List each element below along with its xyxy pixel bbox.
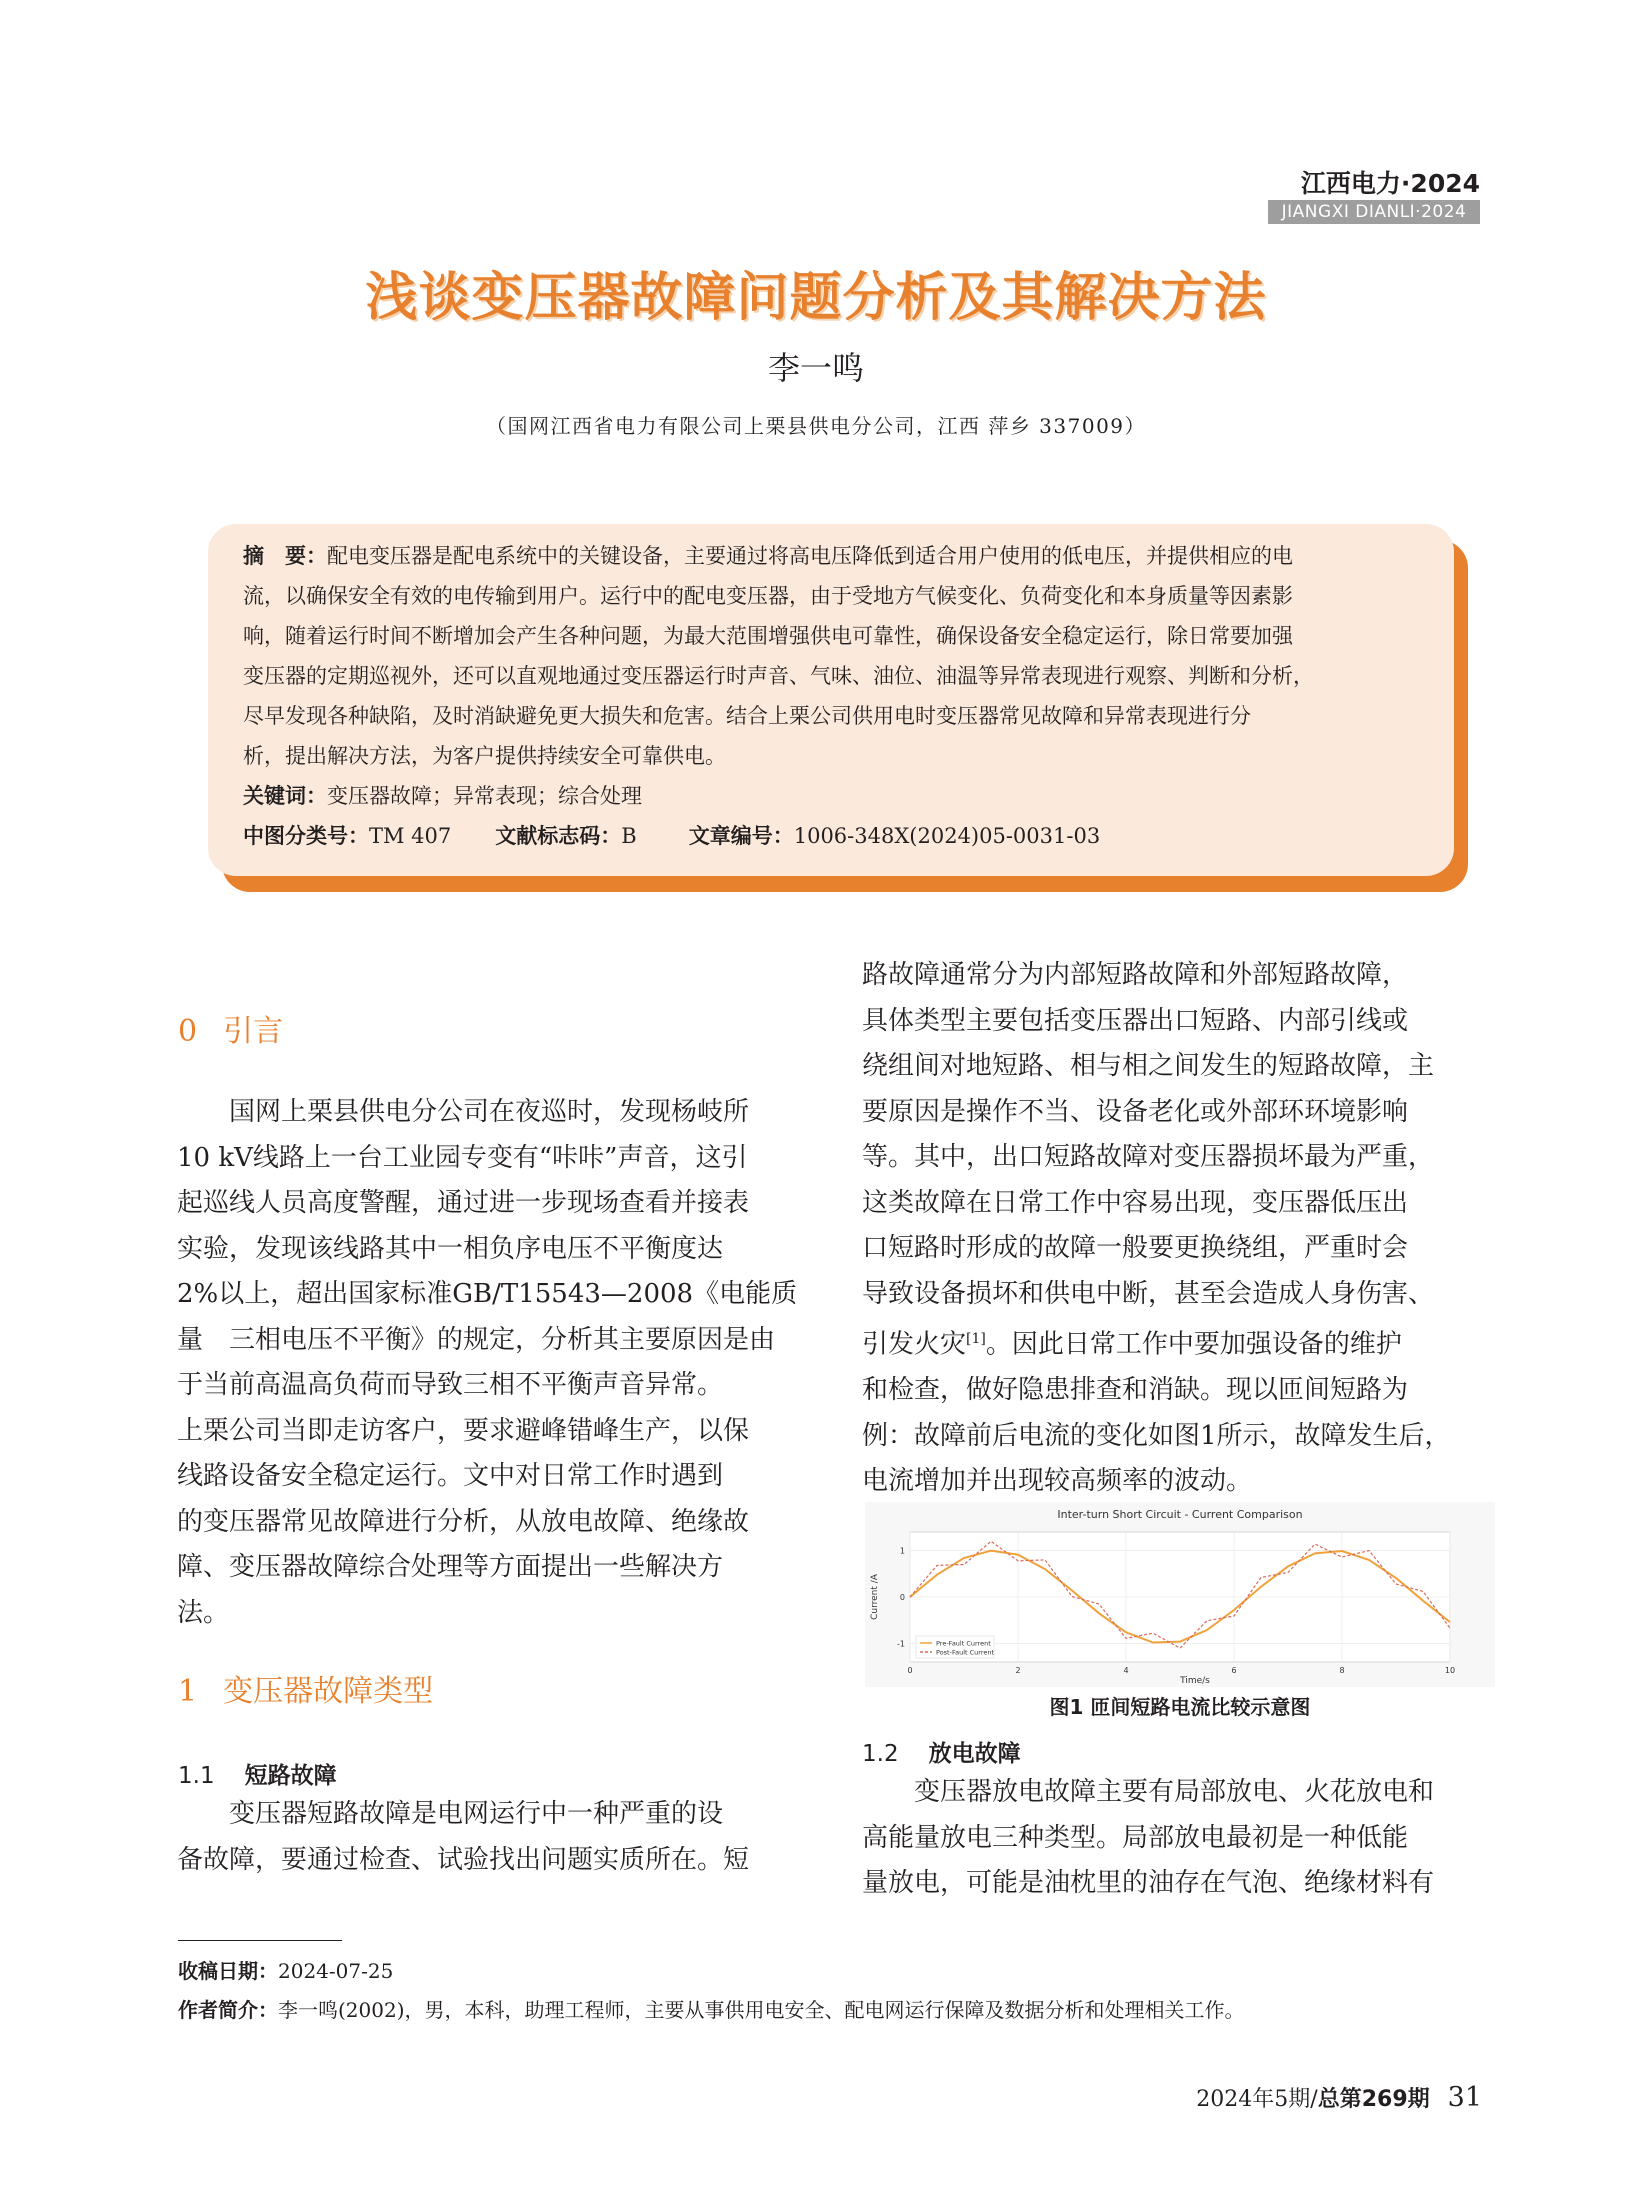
discharge-paragraph	[862, 1770, 1434, 1907]
section-title: 引言	[223, 1014, 284, 1049]
abstract-label: 摘 要：	[243, 544, 327, 568]
text-line: 电流增加并出现较高频率的波动。	[862, 1466, 1253, 1497]
abstract-line-5: 尽早发现各种缺陷，及时消缺避免更大损失和危害。结合上栗公司供用电时变压器常见故障和异常表现进行分	[243, 704, 1251, 728]
intro-paragraph	[177, 1090, 797, 1636]
figure-1-chart	[865, 1502, 1495, 1687]
text-line: 和检查，做好隐患排查和消缺。现以匝间短路为	[862, 1375, 1409, 1406]
author-bio	[178, 1994, 1245, 2023]
page-number: 31	[1447, 2082, 1482, 2113]
issue: 2024年5期/	[1196, 2087, 1318, 2112]
current-comparison-chart	[865, 1502, 1495, 1687]
footnote-rule	[178, 1940, 342, 1941]
affiliation: （国网江西省电力有限公司上栗县供电分公司，江西 萍乡 337009）	[485, 414, 1147, 438]
text-line: 起巡线人员高度警醒，通过进一步现场查看并接表	[177, 1188, 750, 1218]
author: 李一鸣	[767, 349, 864, 387]
abstract-line-3: 响，随着运行时间不断增加会产生各种问题，为最大范围增强供电可靠性，确保设备安全稳定运行，除日常要加强	[243, 624, 1293, 648]
total-issue: 总第269期	[1317, 2087, 1430, 2112]
subsection-heading-1-1	[178, 1757, 337, 1790]
short-circuit-paragraph	[177, 1792, 749, 1883]
abstract	[243, 536, 1314, 856]
doc-code-label: 文献标志码：	[495, 824, 622, 848]
text-line: 变压器短路故障是电网运行中一种严重的设	[177, 1799, 724, 1829]
abstract-text: 配电变压器是配电系统中的关键设备，主要通过将高电压降低到适合用户使用的低电压，并提供相应的电	[327, 544, 1293, 568]
chart-xlabel: Time/s	[1180, 1676, 1210, 1686]
article-no-label: 文章编号：	[688, 824, 794, 848]
text-line: 绕组间对地短路、相与相之间发生的短路故障，主	[862, 1051, 1435, 1081]
y-tick-label: 1	[899, 1546, 905, 1556]
text-line: 具体类型主要包括变压器出口短路、内部引线或	[862, 1005, 1409, 1036]
section-heading-0	[178, 1006, 283, 1050]
text-line: 量放电，可能是油枕里的油存在气泡、绝缘材料有	[862, 1868, 1435, 1898]
doc-code: B	[621, 824, 637, 848]
bio-label: 作者简介：	[178, 1998, 278, 2022]
text-segment: 引发火灾	[862, 1329, 967, 1360]
page-footer	[1196, 2082, 1482, 2113]
x-tick-label: 2	[1015, 1666, 1021, 1675]
x-tick-label: 0	[907, 1666, 913, 1675]
text-line: 这类故障在日常工作中容易出现，变压器低压出	[862, 1187, 1409, 1218]
text-line: 的变压器常见故障进行分析，从放电故障、绝缘故	[177, 1506, 750, 1537]
text-line: 要原因是操作不当、设备老化或外部环环境影响	[862, 1096, 1409, 1127]
right-column-paragraph	[862, 953, 1451, 1505]
journal-name: 江西电力·2024	[1300, 169, 1480, 198]
text-line: 10 kV线路上一台工业园专变有“咔咔”声音，这引	[177, 1142, 748, 1173]
clc-label: 中图分类号：	[243, 824, 369, 848]
received-label: 收稿日期：	[178, 1959, 278, 1983]
text-line: 于当前高温高负荷而导致三相不平衡声音异常。	[177, 1370, 724, 1400]
text-line: 量 三相电压不平衡》的规定，分析其主要原因是由	[177, 1324, 776, 1355]
x-tick-label: 4	[1123, 1666, 1129, 1675]
subsection-number: 1.1	[178, 1763, 215, 1789]
text-line: 等。其中，出口短路故障对变压器损坏最为严重，	[862, 1142, 1435, 1172]
text-segment: 。因此日常工作中要加强设备的维护	[985, 1329, 1402, 1360]
legend-label: Post-Fault Current	[936, 1648, 995, 1657]
text-line: 例：故障前后电流的变化如图1所示，故障发生后，	[862, 1420, 1451, 1451]
clc: TM 407	[369, 824, 452, 848]
chart-title: Inter-turn Short Circuit - Current Comparison	[1057, 1508, 1303, 1521]
subsection-number: 1.2	[862, 1741, 899, 1767]
text-line: 实验，发现该线路其中一相负序电压不平衡度达	[177, 1233, 724, 1264]
journal-name-en: JIANGXI DIANLI·2024	[1268, 200, 1480, 224]
received-value: 2024-07-25	[278, 1959, 394, 1983]
text-line	[862, 1317, 1451, 1368]
abstract-line-2: 流，以确保安全有效的电传输到用户。运行中的配电变压器，由于受地方气候变化、负荷变化和本身质量等因素影	[243, 584, 1293, 608]
article-no: 1006-348X(2024)05-0031-03	[793, 824, 1101, 848]
y-tick-label: -1	[897, 1639, 905, 1649]
abstract-line-6: 析，提出解决方法，为客户提供持续安全可靠供电。	[243, 744, 726, 768]
text-line: 障、变压器故障综合处理等方面提出一些解决方	[177, 1552, 724, 1582]
legend-label: Pre-Fault Current	[936, 1639, 991, 1648]
bio-text: 李一鸣(2002)，男，本科，助理工程师，主要从事供用电安全、配电网运行保障及数据分析和处理相关工作。	[278, 1998, 1245, 2022]
x-tick-label: 10	[1444, 1666, 1456, 1675]
y-tick-label: 0	[899, 1593, 905, 1602]
text-line: 口短路时形成的故障一般要更换绕组，严重时会	[862, 1233, 1409, 1263]
keywords: 变压器故障；异常表现；综合处理	[327, 784, 642, 808]
text-line: 导致设备损坏和供电中断，甚至会造成人身伤害、	[862, 1278, 1435, 1309]
section-number: 0	[178, 1014, 198, 1049]
x-tick-label: 6	[1231, 1666, 1237, 1675]
subsection-title: 短路故障	[244, 1763, 337, 1789]
text-line: 变压器放电故障主要有局部放电、火花放电和	[862, 1777, 1435, 1807]
text-line: 高能量放电三种类型。局部放电最初是一种低能	[862, 1822, 1409, 1853]
citation-ref: [1]	[966, 1331, 986, 1347]
text-line: 2%以上，超出国家标准GB/T15543—2008《电能质	[177, 1279, 798, 1309]
abstract-line-4: 变压器的定期巡视外，还可以直观地通过变压器运行时声音、气味、油位、油温等异常表现进行观察、判断和分析，	[243, 664, 1314, 688]
section-number: 1	[178, 1674, 198, 1709]
keywords-line	[243, 776, 1314, 816]
text-line: 上栗公司当即走访客户，要求避峰错峰生产，以保	[177, 1415, 750, 1446]
classification-line	[243, 816, 1314, 856]
chart-ylabel: Current /A	[870, 1574, 880, 1620]
article-title: 浅谈变压器故障问题分析及其解决方法	[365, 268, 1267, 328]
subsection-heading-1-2	[862, 1735, 1021, 1768]
received-date	[178, 1955, 393, 1984]
section-heading-1	[178, 1666, 433, 1710]
text-line: 线路设备安全稳定运行。文中对日常工作时遇到	[177, 1461, 724, 1491]
subsection-title: 放电故障	[928, 1741, 1021, 1767]
text-line: 备故障，要通过检查、试验找出问题实质所在。短	[177, 1844, 750, 1875]
text-line: 法。	[177, 1597, 230, 1628]
keywords-label: 关键词：	[243, 784, 327, 808]
figure-caption: 图1 匝间短路电流比较示意图	[1049, 1695, 1311, 1719]
text-line: 国网上栗县供电分公司在夜巡时，发现杨岐所	[177, 1097, 750, 1127]
section-title: 变压器故障类型	[223, 1674, 434, 1709]
text-line: 路故障通常分为内部短路故障和外部短路故障，	[862, 960, 1409, 990]
x-tick-label: 8	[1339, 1666, 1345, 1675]
abstract-line-1	[243, 536, 1314, 576]
